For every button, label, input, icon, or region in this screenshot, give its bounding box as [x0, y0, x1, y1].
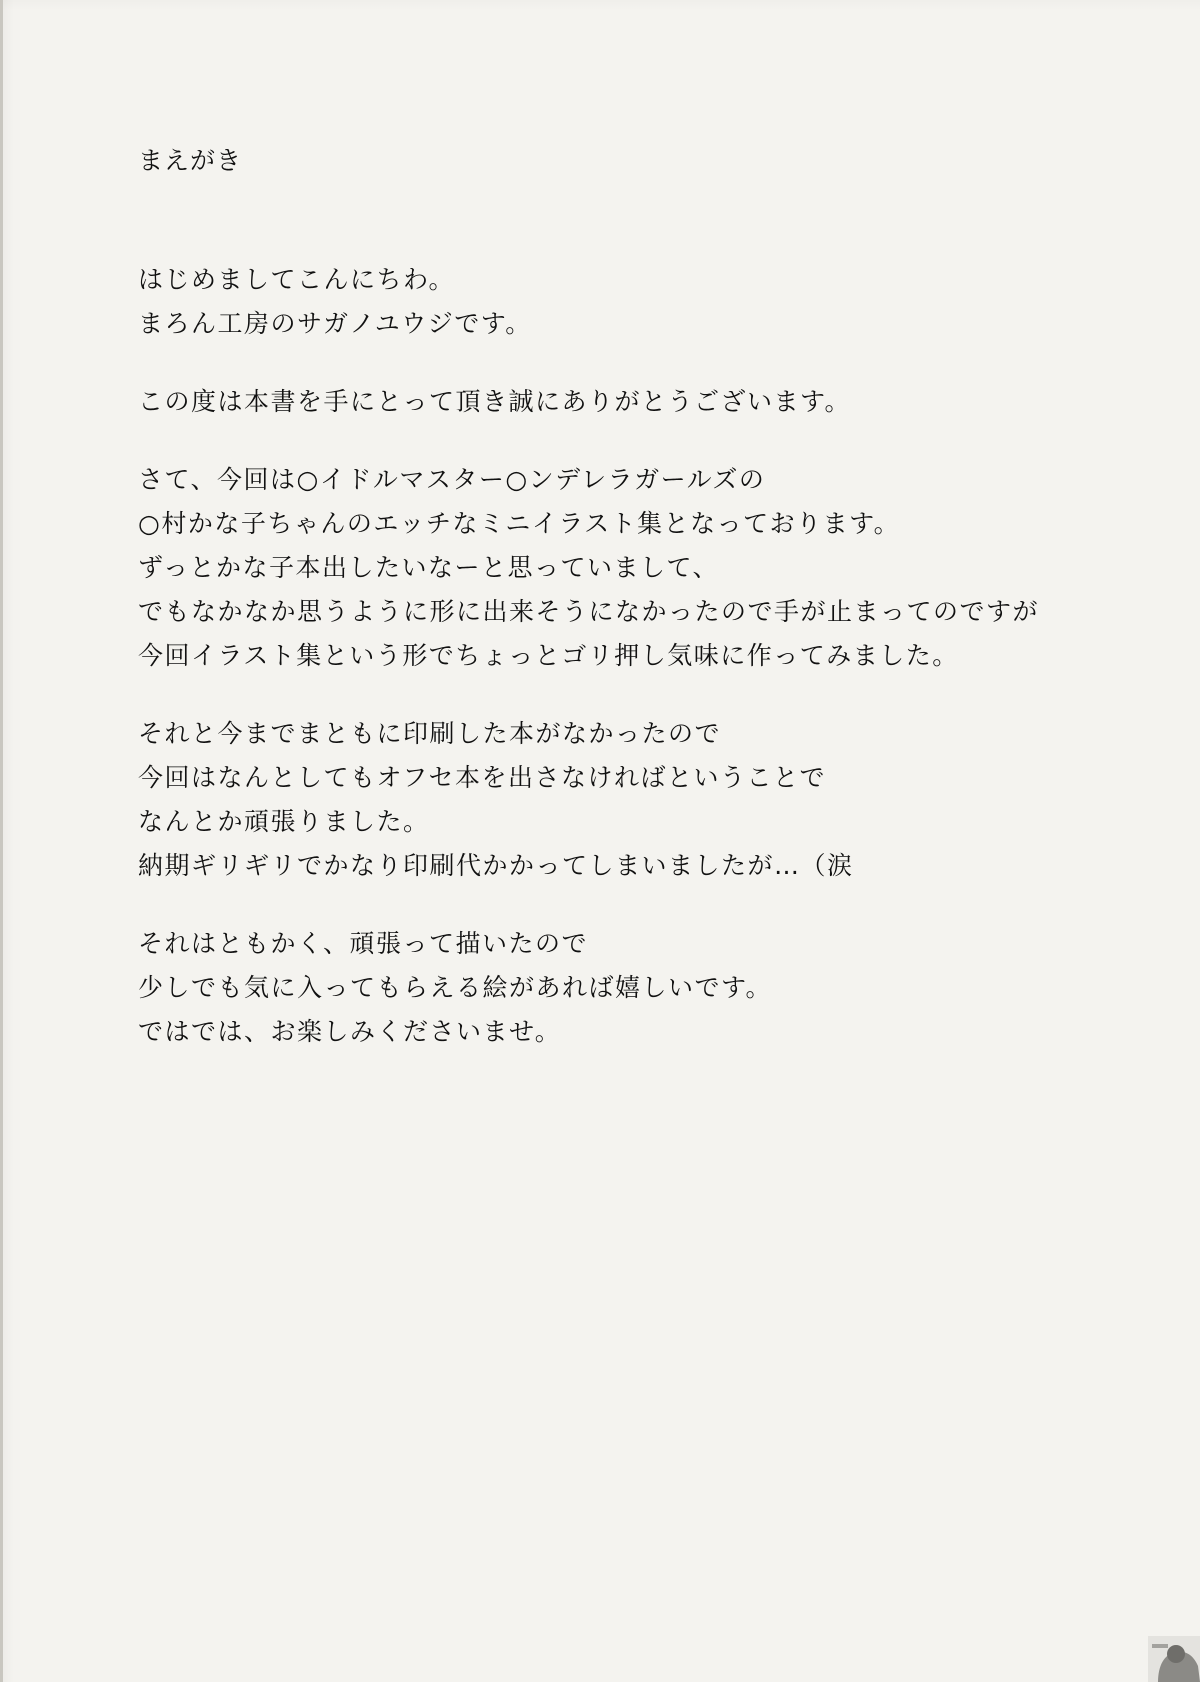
text-line: 今回はなんとしてもオフセ本を出さなければということで [138, 763, 827, 792]
text-line: 今回イラスト集という形でちょっとゴリ押し気味に作ってみました。 [138, 641, 959, 670]
foreword-body [138, 265, 1138, 1061]
text-line: それと今までまともに印刷した本がなかったので [138, 719, 722, 748]
text-line: なんとか頑張りました。 [138, 807, 430, 836]
text-line: ずっとかな子本出したいなーと思っていまして、 [138, 553, 720, 582]
paragraph-gap [138, 431, 1138, 465]
text-line: まろん工房のサガノユウジです。 [138, 309, 532, 338]
text-line: この度は本書を手にとって頂き誠にありがとうございます。 [138, 387, 852, 416]
corner-watermark-icon [1148, 1636, 1200, 1682]
text-line: さて、今回は○イドルマスター○ンデレラガールズの [138, 465, 766, 494]
text-line: 納期ギリギリでかなり印刷代かかってしまいましたが…（涙 [138, 851, 854, 880]
paragraph-gap [138, 353, 1138, 387]
page-left-edge [0, 0, 3, 1682]
text-line: それはともかく、頑張って描いたので [138, 929, 589, 958]
paragraph-gap [138, 895, 1138, 929]
page-title: まえがき [138, 146, 243, 175]
text-line: ○村かな子ちゃんのエッチなミニイラスト集となっております。 [138, 509, 901, 538]
text-line: 少しでも気に入ってもらえる絵があれば嬉しいです。 [138, 973, 773, 1002]
text-line: はじめましてこんにちわ。 [138, 265, 456, 294]
text-line: ではでは、お楽しみくださいませ。 [138, 1017, 562, 1046]
text-line: でもなかなか思うように形に出来そうになかったので手が止まってのですが [138, 597, 1040, 626]
paragraph-gap [138, 685, 1138, 719]
